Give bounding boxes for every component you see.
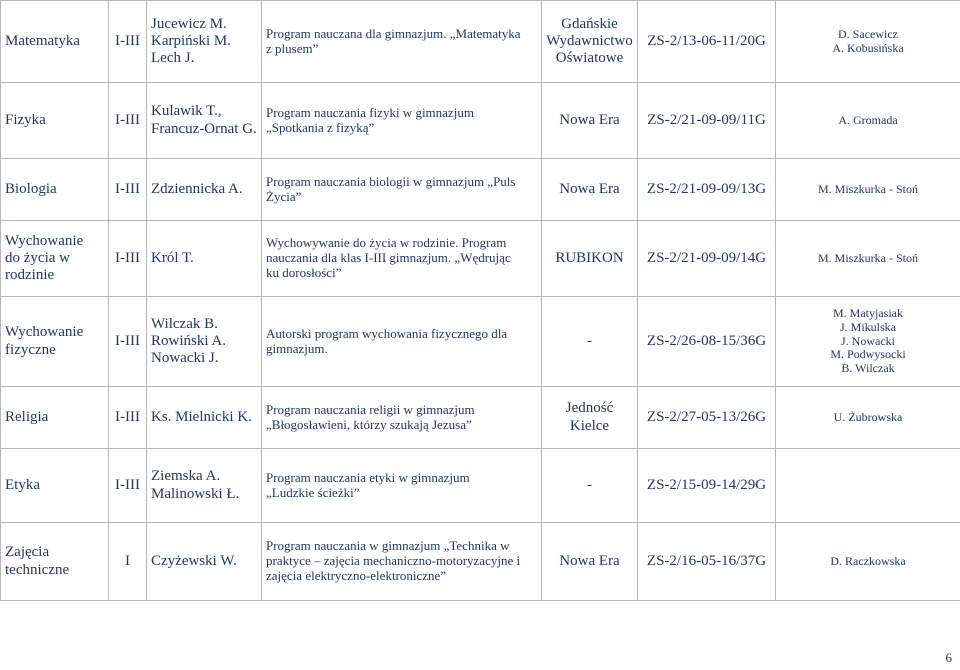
publisher-line: Jedność xyxy=(565,400,614,417)
publisher-cell xyxy=(542,523,638,601)
subject-cell xyxy=(1,523,109,601)
program-line: Program nauczania religii w gimnazjum xyxy=(266,401,475,417)
subject-cell xyxy=(1,83,109,159)
subject-line: rodzinie xyxy=(5,267,55,284)
program-line: ku dorosłości” xyxy=(266,264,342,280)
subject-line: Etyka xyxy=(5,476,40,493)
level-cell: I-III xyxy=(109,297,147,387)
program-line: „Błogosławieni, którzy szukają Jezusa” xyxy=(266,416,472,432)
subject-cell xyxy=(1,1,109,83)
authors-cell xyxy=(147,221,262,297)
authors-line: Ks. Mielnicki K. xyxy=(151,408,252,425)
publisher-line: RUBIKON xyxy=(555,249,624,266)
publisher-line: Wydawnictwo xyxy=(546,32,633,49)
subject-line: Fizyka xyxy=(5,111,46,128)
program-line: Program nauczania biologii w gimnazjum „Puls xyxy=(266,173,516,189)
program-line: zajęcia elektryczno-elektroniczne” xyxy=(266,567,447,583)
approval-number-cell: ZS-2/26-08-15/36G xyxy=(638,297,776,387)
reviewers-line: M. Podwysocki xyxy=(830,347,906,362)
reviewers-line: J. Nowacki xyxy=(841,333,895,348)
program-line: „Ludzkie ścieżki” xyxy=(266,484,360,500)
reviewers-line: U. Żubrowska xyxy=(833,409,903,424)
publisher-line: Nowa Era xyxy=(559,552,620,569)
publisher-cell xyxy=(542,297,638,387)
approval-number-cell: ZS-2/21-09-09/13G xyxy=(638,159,776,221)
publisher-cell xyxy=(542,387,638,449)
reviewers-cell xyxy=(776,159,960,221)
table-row xyxy=(1,221,960,297)
reviewers-cell xyxy=(776,1,960,83)
publisher-cell xyxy=(542,83,638,159)
reviewers-cell xyxy=(776,297,960,387)
publisher-cell xyxy=(542,449,638,523)
program-line: „Spotkania z fizyką” xyxy=(266,119,375,135)
program-line: Program nauczania w gimnazjum „Technika w xyxy=(266,538,510,554)
authors-line: Nowacki J. xyxy=(151,350,219,367)
reviewers-line: D. Raczkowska xyxy=(830,553,906,568)
subject-cell xyxy=(1,387,109,449)
program-cell xyxy=(262,221,542,297)
authors-line: Rowiński A. xyxy=(151,332,227,349)
subject-line: Matematyka xyxy=(5,32,80,49)
subject-line: Wychowanie xyxy=(5,324,84,341)
authors-line: Czyżewski W. xyxy=(151,552,237,569)
publisher-line: Kielce xyxy=(569,417,610,434)
subject-cell xyxy=(1,159,109,221)
publisher-line: Nowa Era xyxy=(559,111,620,128)
publisher-line: - xyxy=(587,476,592,493)
approval-number-cell: ZS-2/21-09-09/14G xyxy=(638,221,776,297)
reviewers-line: M. Matyjasiak xyxy=(833,306,903,320)
reviewers-line: A. Kobusińska xyxy=(832,40,904,55)
authors-line: Karpiński M. xyxy=(151,32,231,49)
approval-number-cell: ZS-2/15-09-14/29G xyxy=(638,449,776,523)
reviewers-line: A. Gromada xyxy=(838,112,898,127)
page-number: 6 xyxy=(945,650,952,665)
approval-number-cell: ZS-2/16-05-16/37G xyxy=(638,523,776,601)
program-line: Program nauczana dla gimnazjum. „Matematyka xyxy=(266,25,521,41)
authors-cell xyxy=(147,387,262,449)
subject-line: Zajęcia xyxy=(5,544,50,561)
reviewers-line: B. Wilczak xyxy=(841,361,895,376)
reviewers-line: D. Sacewicz xyxy=(838,26,898,41)
program-cell xyxy=(262,83,542,159)
subject-line: Religia xyxy=(5,408,49,425)
program-line: Program nauczania etyki w gimnazjum xyxy=(266,469,470,485)
level-cell: I-III xyxy=(109,387,147,449)
authors-cell xyxy=(147,1,262,83)
authors-cell xyxy=(147,297,262,387)
authors-line: Kulawik T., xyxy=(151,103,222,120)
reviewers-line: M. Miszkurka - Stoń xyxy=(818,181,918,196)
authors-line: Ziemska A. xyxy=(151,468,221,485)
subject-line: do życia w xyxy=(5,249,70,266)
program-cell xyxy=(262,523,542,601)
program-line: gimnazjum. xyxy=(266,340,328,356)
subject-cell xyxy=(1,221,109,297)
program-line: Program nauczania fizyki w gimnazjum xyxy=(266,104,474,120)
authors-cell xyxy=(147,523,262,601)
publisher-cell xyxy=(542,159,638,221)
program-line: Autorski program wychowania fizycznego dla xyxy=(266,325,508,341)
authors-line: Lech J. xyxy=(151,50,195,67)
program-cell xyxy=(262,297,542,387)
publisher-line: Oświatowe xyxy=(555,50,624,67)
reviewers-line: J. Mikulska xyxy=(839,319,896,334)
table-row xyxy=(1,83,960,159)
table-row xyxy=(1,449,960,523)
reviewers-cell xyxy=(776,449,960,523)
approval-number-cell: ZS-2/27-05-13/26G xyxy=(638,387,776,449)
program-line: Życia” xyxy=(266,188,302,204)
subject-line: Wychowanie xyxy=(5,232,84,249)
reviewers-cell xyxy=(776,83,960,159)
publisher-cell xyxy=(542,1,638,83)
program-line: z plusem” xyxy=(266,40,319,56)
authors-cell xyxy=(147,159,262,221)
approval-number-cell: ZS-2/21-09-09/11G xyxy=(638,83,776,159)
subject-line: Biologia xyxy=(5,180,57,197)
subject-cell xyxy=(1,297,109,387)
program-line: nauczania dla klas I-III gimnazjum. „Wędrując xyxy=(266,250,511,266)
authors-line: Wilczak B. xyxy=(151,315,218,332)
subject-line: fizyczne xyxy=(5,341,56,358)
table-row xyxy=(1,297,960,387)
reviewers-line: M. Miszkurka - Stoń xyxy=(818,250,918,265)
publisher-line: - xyxy=(587,332,592,349)
table-row xyxy=(1,523,960,601)
authors-line: Król T. xyxy=(151,249,194,266)
authors-line: Zdziennicka A. xyxy=(151,180,243,197)
program-cell xyxy=(262,387,542,449)
reviewers-cell xyxy=(776,387,960,449)
table-row xyxy=(1,387,960,449)
program-cell xyxy=(262,449,542,523)
subject-cell xyxy=(1,449,109,523)
authors-line: Malinowski Ł. xyxy=(151,485,240,502)
authors-line: Jucewicz M. xyxy=(151,15,227,32)
authors-line: Francuz-Ornat G. xyxy=(151,120,257,137)
program-line: Wychowywanie do życia w rodzinie. Program xyxy=(266,235,507,251)
level-cell: I-III xyxy=(109,449,147,523)
approval-number-cell: ZS-2/13-06-11/20G xyxy=(638,1,776,83)
table-row xyxy=(1,1,960,83)
level-cell: I-III xyxy=(109,1,147,83)
authors-cell xyxy=(147,449,262,523)
level-cell: I xyxy=(109,523,147,601)
table-row xyxy=(1,159,960,221)
program-cell xyxy=(262,1,542,83)
program-line: praktyce – zajęcia mechaniczno-motoryzacyjne i xyxy=(266,553,521,569)
reviewers-cell xyxy=(776,523,960,601)
level-cell: I-III xyxy=(109,221,147,297)
subject-line: techniczne xyxy=(5,561,70,578)
publisher-cell xyxy=(542,221,638,297)
publisher-line: Gdańskie xyxy=(561,15,618,32)
authors-cell xyxy=(147,83,262,159)
level-cell: I-III xyxy=(109,159,147,221)
publisher-line: Nowa Era xyxy=(559,180,620,197)
program-cell xyxy=(262,159,542,221)
curriculum-table-body xyxy=(1,1,960,601)
reviewers-cell xyxy=(776,221,960,297)
level-cell: I-III xyxy=(109,83,147,159)
